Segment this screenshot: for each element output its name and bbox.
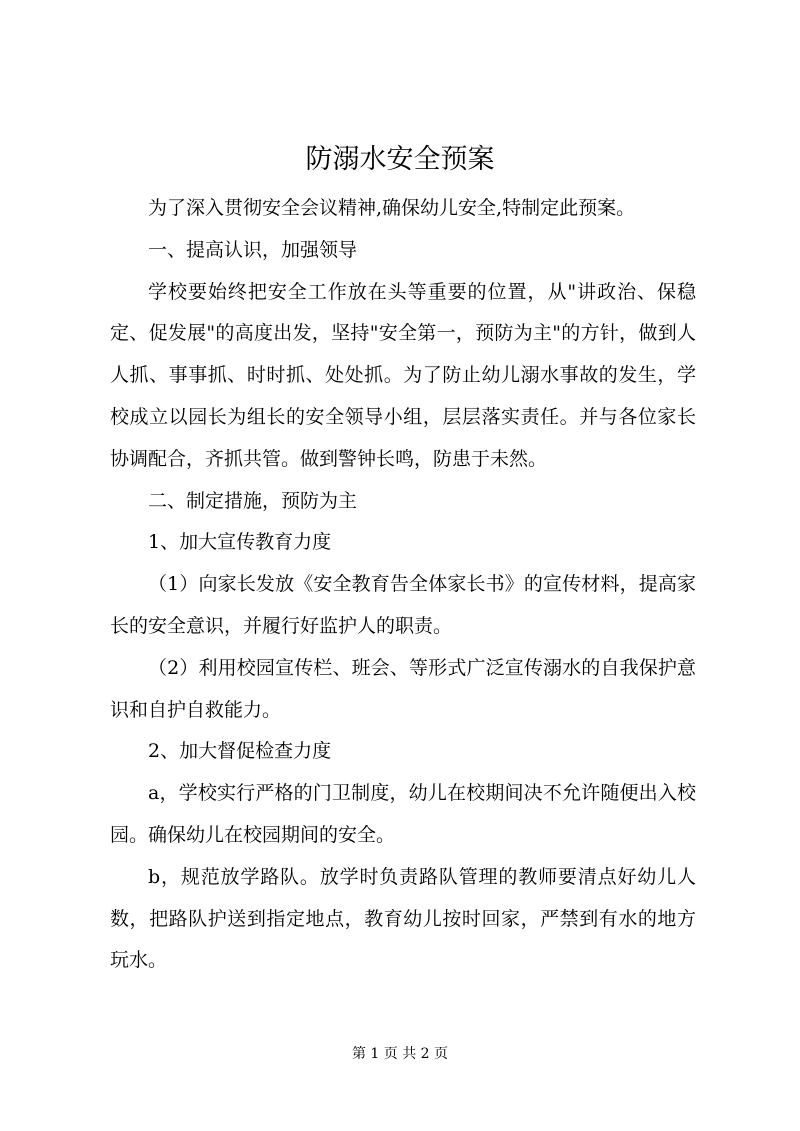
paragraph-item-2: （2）利用校园宣传栏、班会、等形式广泛宣传溺水的自我保护意识和自护自救能力。 — [110, 656, 696, 721]
paragraph-item-b: b，规范放学路队。放学时负责路队管理的教师要清点好幼儿人数，把路队护送到指定地点，教育幼儿按时回家，严禁到有水的地方玩水。 — [110, 865, 696, 972]
page-footer: 第 1 页 共 2 页 — [351, 1046, 449, 1062]
section-heading-2: 二、制定措施，预防为主 — [148, 489, 358, 512]
paragraph-item-a: a，学校实行严格的门卫制度，幼儿在校期间决不允许随便出入校园。确保幼儿在校园期间的安全。 — [110, 782, 696, 846]
subsection-heading-1: 1、加大宣传教育力度 — [148, 531, 332, 554]
section-heading-1: 一、提高认识，加强领导 — [148, 238, 358, 261]
document-body — [110, 188, 696, 982]
paragraph-intro: 为了深入贯彻安全会议精神,确保幼儿安全,特制定此预案。 — [148, 197, 636, 219]
paragraph-leadership: 学校要始终把安全工作放在头等重要的位置，从"讲政治、保稳定、促发展"的高度出发，坚持"安全第一，预防为主"的方针，做到人人抓、事事抓、时时抓、处处抓。为了防止幼儿溺水事故的发生，学校成立以园长为组长的安全领导小组，层层落实责任。并与各位家长协调配合，齐抓共管。做到警钟长鸣，防患于未然。 — [110, 280, 696, 470]
document-title: 防溺水安全预案 — [305, 144, 495, 175]
paragraph-item-1: （1）向家长发放《安全教育告全体家长书》的宣传材料，提高家长的安全意识，并履行好监护人的职责。 — [110, 573, 696, 637]
subsection-heading-2: 2、加大督促检查力度 — [148, 740, 332, 763]
